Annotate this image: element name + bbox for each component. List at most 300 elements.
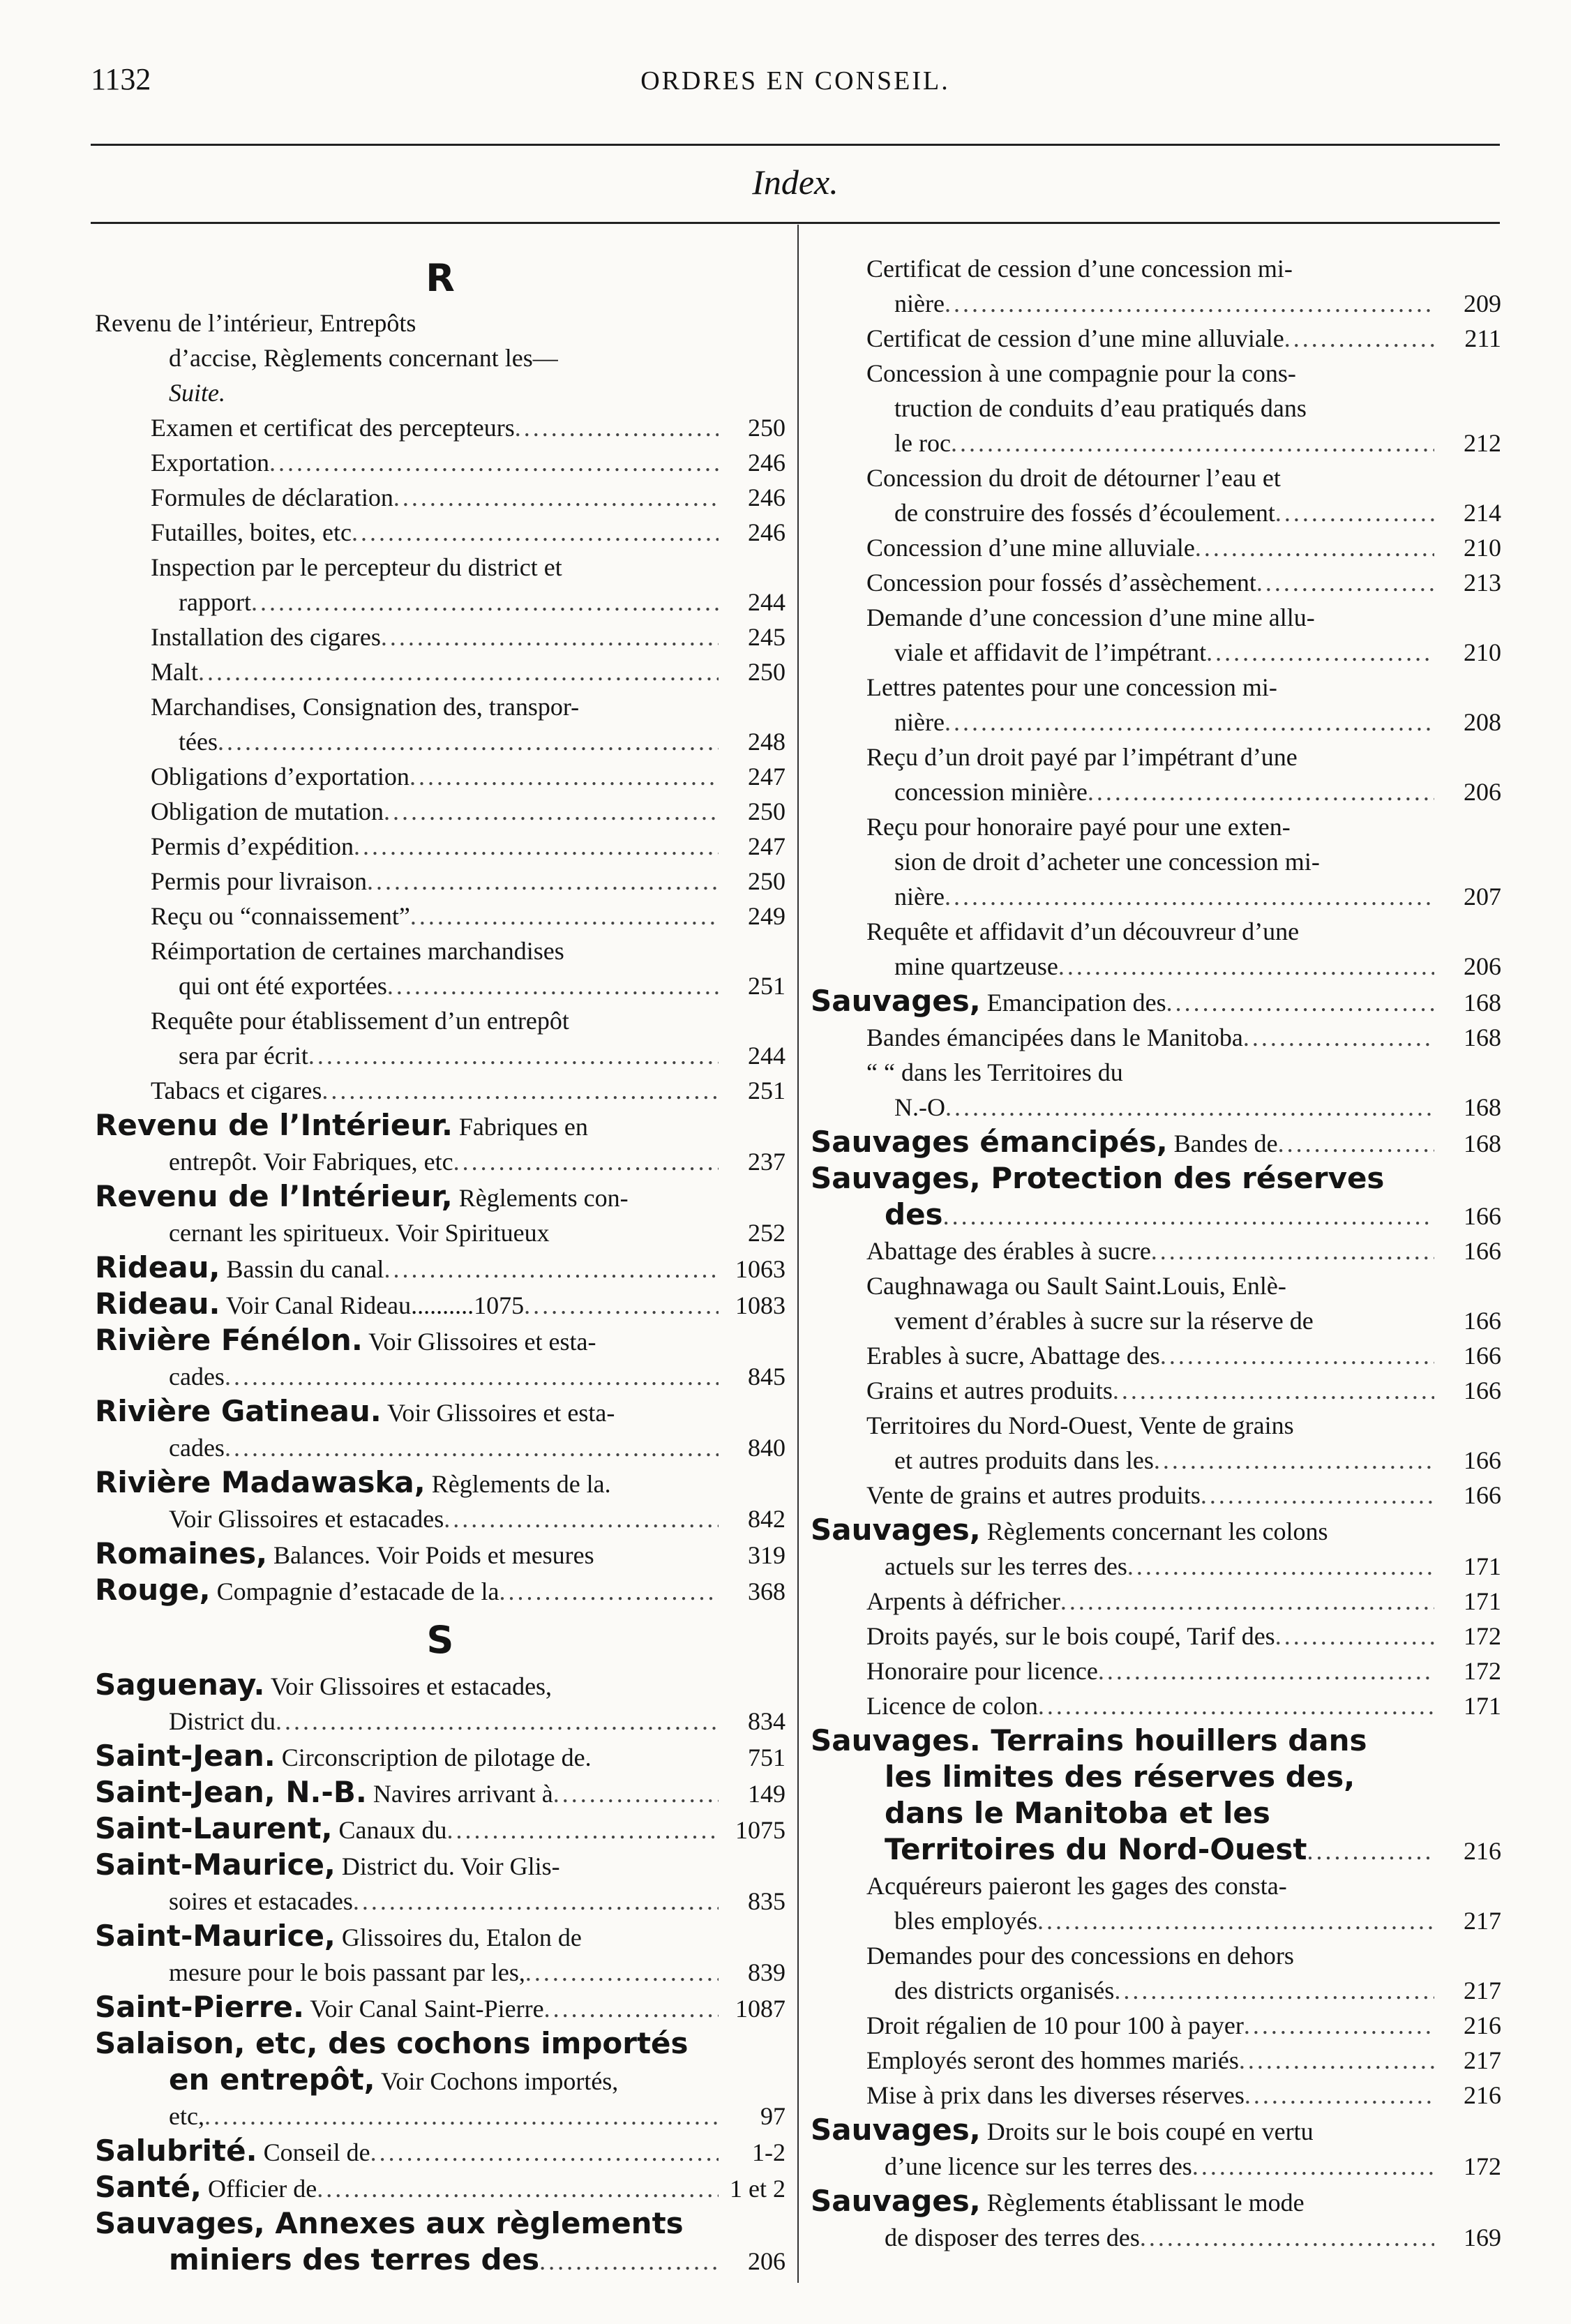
page-reference: 207 bbox=[1464, 883, 1501, 910]
subentry-line bbox=[811, 2078, 1501, 2113]
page-reference: 247 bbox=[748, 832, 786, 860]
entry-description: truction de conduits d’eau pratiqués dans bbox=[894, 394, 1307, 422]
page-reference: 840 bbox=[748, 1434, 786, 1462]
entry-text bbox=[95, 1990, 544, 2026]
entry-text bbox=[95, 1465, 611, 1499]
dot-leader bbox=[225, 1359, 719, 1394]
page-reference: 250 bbox=[748, 797, 786, 825]
entry-text bbox=[894, 426, 951, 460]
entry-description: Droit régalien de 10 pour 100 à payer bbox=[866, 2011, 1244, 2039]
entry-text bbox=[866, 2078, 1245, 2113]
entry-description: cades bbox=[169, 1363, 225, 1390]
entry-line bbox=[95, 2134, 786, 2170]
entry-description: Règlements établissant le mode bbox=[980, 2189, 1305, 2217]
page-reference: 1063 bbox=[735, 1255, 786, 1283]
subentry-line bbox=[95, 550, 786, 585]
index-entry bbox=[811, 251, 1501, 984]
entry-description: actuels sur les terres des bbox=[885, 1552, 1127, 1580]
subentry bbox=[95, 480, 786, 515]
entry-description: Territoires du Nord-Ouest, Vente de grains bbox=[866, 1411, 1294, 1439]
entry-text bbox=[169, 1955, 525, 1990]
subentry-line bbox=[811, 1903, 1501, 1938]
page-reference: 1-2 bbox=[752, 2138, 786, 2166]
entry-text bbox=[95, 1179, 629, 1213]
subentry-line bbox=[95, 934, 786, 968]
entry-text bbox=[866, 359, 1296, 387]
entry-description: Abattage des érables à sucre bbox=[866, 1237, 1151, 1265]
entry-description: Acquéreurs paieront les gages des consta- bbox=[866, 1872, 1287, 1900]
dot-leader bbox=[1114, 1973, 1434, 2008]
subentry-list bbox=[811, 251, 1501, 984]
dot-leader bbox=[384, 794, 719, 829]
entry-description: rapport bbox=[179, 588, 251, 616]
subentry-line bbox=[811, 1020, 1501, 1055]
entry-heading: Sauvages, bbox=[811, 2184, 981, 2218]
subentry-line bbox=[95, 689, 786, 724]
entry-line bbox=[811, 1197, 1501, 1234]
subentry bbox=[811, 356, 1501, 460]
subentry-line bbox=[95, 515, 786, 550]
entry-description: Exportation bbox=[151, 449, 269, 477]
entry-description: Marchandises, Consignation des, transpor- bbox=[151, 693, 580, 721]
entry-text bbox=[169, 1884, 353, 1919]
entry-description: nière bbox=[894, 708, 945, 736]
subentry-list bbox=[811, 1584, 1501, 1723]
subentry-line bbox=[95, 968, 786, 1003]
entry-description: Règlements de la. bbox=[425, 1470, 611, 1498]
entry-line bbox=[95, 1884, 786, 1919]
entry-line bbox=[95, 1179, 786, 1215]
entry-text bbox=[866, 604, 1315, 631]
subentry-line bbox=[811, 530, 1501, 565]
entry-line bbox=[95, 1919, 786, 1955]
entry-text bbox=[179, 1038, 308, 1073]
entry-text bbox=[885, 1832, 1307, 1868]
page-reference: 751 bbox=[748, 1744, 786, 1771]
entry-description: Permis d’expédition bbox=[151, 832, 354, 860]
subentry-line bbox=[811, 1478, 1501, 1513]
entry-description: Règlements con- bbox=[452, 1184, 629, 1212]
page-reference: 1 et 2 bbox=[730, 2175, 786, 2203]
subentry-line bbox=[811, 1938, 1501, 1973]
subentry-line bbox=[811, 426, 1501, 460]
entry-text bbox=[169, 1215, 550, 1250]
subentry-line bbox=[811, 356, 1501, 391]
subentry bbox=[811, 2043, 1501, 2078]
entry-text bbox=[866, 1872, 1287, 1900]
entry-description: mesure pour le bois passant par les, bbox=[169, 1958, 525, 1986]
entry-line bbox=[811, 1796, 1501, 1832]
entry-line bbox=[95, 340, 786, 375]
page-header bbox=[91, 61, 1500, 103]
entry-text bbox=[151, 759, 409, 794]
entry-description: le roc bbox=[894, 429, 951, 457]
entry-line bbox=[811, 1723, 1501, 1760]
subentry-line bbox=[811, 1443, 1501, 1478]
entry-description: Voir Canal Saint-Pierre bbox=[303, 1995, 544, 2023]
entry-line bbox=[811, 1125, 1501, 1161]
entry-description: Obligations d’exportation bbox=[151, 763, 409, 790]
page-reference: 1087 bbox=[735, 1995, 786, 2023]
entry-text bbox=[151, 829, 354, 864]
index-entry bbox=[95, 1465, 786, 1536]
entry-text bbox=[894, 949, 1058, 984]
index-column-left bbox=[95, 251, 786, 2279]
entry-text bbox=[894, 495, 1275, 530]
entry-description: Balances. Voir Poids et mesures bbox=[267, 1541, 594, 1569]
page-reference: 368 bbox=[748, 1577, 786, 1605]
page-reference: 168 bbox=[1464, 1130, 1501, 1157]
page-reference: 172 bbox=[1464, 1657, 1501, 1685]
entry-line bbox=[95, 2206, 786, 2242]
entry-description: Circonscription de pilotage de. bbox=[275, 1744, 592, 1771]
page-reference: 171 bbox=[1464, 1692, 1501, 1720]
page-reference: 210 bbox=[1464, 638, 1501, 666]
entry-description: Règlements concernant les colons bbox=[980, 1517, 1328, 1545]
page-reference: 845 bbox=[748, 1363, 786, 1390]
dot-leader bbox=[943, 1199, 1434, 1234]
entry-description: Erables à sucre, Abattage des bbox=[866, 1342, 1160, 1370]
subentry-line bbox=[811, 1868, 1501, 1903]
entry-line bbox=[95, 375, 786, 410]
dot-leader bbox=[1195, 530, 1434, 565]
dot-leader bbox=[218, 724, 719, 759]
dot-leader bbox=[204, 2099, 719, 2134]
dot-leader bbox=[539, 2244, 719, 2279]
entry-description: Concession d’une mine alluviale bbox=[866, 534, 1195, 562]
subentry-line bbox=[811, 879, 1501, 914]
subentry bbox=[811, 1688, 1501, 1723]
entry-text bbox=[179, 585, 251, 620]
entry-description: Voir Glissoires et esta- bbox=[362, 1328, 596, 1356]
entry-text bbox=[151, 620, 381, 654]
dot-leader bbox=[410, 899, 719, 934]
dot-leader bbox=[453, 1144, 719, 1179]
index-entry bbox=[95, 1739, 786, 1775]
entry-line bbox=[95, 1990, 786, 2026]
page-reference: 252 bbox=[748, 1219, 786, 1247]
subentry-line bbox=[95, 1003, 786, 1038]
subentry bbox=[811, 1619, 1501, 1654]
page-reference: 1083 bbox=[735, 1291, 786, 1319]
page-reference: 250 bbox=[748, 414, 786, 442]
entry-description: Honoraire pour licence bbox=[866, 1657, 1098, 1685]
entry-heading: en entrepôt, bbox=[169, 2062, 375, 2097]
dot-leader bbox=[553, 1776, 719, 1811]
page-reference: 172 bbox=[1464, 2152, 1501, 2180]
entry-description: tées bbox=[179, 728, 218, 756]
index-entry bbox=[95, 2206, 786, 2279]
dot-leader bbox=[354, 829, 719, 864]
dot-leader bbox=[393, 480, 719, 515]
entry-text bbox=[151, 480, 393, 515]
entry-text bbox=[169, 2062, 619, 2097]
entry-heading: Saint-Pierre. bbox=[95, 1990, 304, 2024]
entry-text bbox=[894, 286, 945, 321]
index-entry bbox=[95, 1667, 786, 1739]
subentry-line bbox=[811, 1973, 1501, 2008]
subentry-line bbox=[811, 1584, 1501, 1619]
dot-leader bbox=[951, 426, 1434, 460]
page-reference: 237 bbox=[748, 1148, 786, 1176]
dot-leader bbox=[317, 2171, 719, 2206]
subentry bbox=[811, 1055, 1501, 1125]
index-entry bbox=[95, 1323, 786, 1394]
entry-text bbox=[894, 705, 945, 740]
entry-description: entrepôt. Voir Fabriques, etc bbox=[169, 1148, 453, 1176]
entry-text bbox=[885, 1197, 943, 1234]
entry-description: Bassin du canal bbox=[220, 1255, 384, 1283]
entry-description: vement d’érables à sucre sur la réserve de bbox=[894, 1307, 1314, 1335]
dot-leader bbox=[1284, 321, 1434, 356]
page-reference: 217 bbox=[1464, 1907, 1501, 1935]
entry-text bbox=[866, 673, 1277, 701]
entry-line bbox=[811, 1161, 1501, 1197]
entry-description: Concession du droit de détourner l’eau et bbox=[866, 464, 1281, 492]
page-reference: 246 bbox=[748, 483, 786, 511]
subentry bbox=[811, 740, 1501, 809]
entry-description: viale et affidavit de l’impétrant bbox=[894, 638, 1207, 666]
entry-text bbox=[151, 899, 410, 934]
entry-text bbox=[169, 2242, 539, 2279]
entry-text bbox=[169, 1704, 276, 1739]
page-reference: 1075 bbox=[735, 1816, 786, 1844]
subentry-line bbox=[811, 1303, 1501, 1338]
entry-text bbox=[866, 813, 1291, 841]
dot-leader bbox=[1201, 1478, 1434, 1513]
dot-leader bbox=[1307, 1834, 1435, 1868]
entry-heading: Rideau, bbox=[95, 1250, 220, 1284]
entry-heading: Sauvages, bbox=[811, 2113, 981, 2147]
subentry bbox=[95, 515, 786, 550]
subentry-line bbox=[95, 585, 786, 620]
entry-description: Navires arrivant à bbox=[366, 1780, 553, 1808]
entry-text bbox=[894, 1903, 1037, 1938]
page-reference: 172 bbox=[1464, 1622, 1501, 1650]
entry-text bbox=[95, 1536, 594, 1573]
page-reference: 216 bbox=[1464, 2081, 1501, 2109]
entry-line bbox=[95, 1287, 786, 1323]
index-entry bbox=[95, 1811, 786, 1847]
entry-description: Droits sur le bois coupé en vertu bbox=[980, 2117, 1314, 2145]
entry-heading: Rouge, bbox=[95, 1573, 211, 1607]
subentry-line bbox=[811, 495, 1501, 530]
subentry-line bbox=[95, 445, 786, 480]
subentry bbox=[95, 689, 786, 759]
entry-description: Arpents à défricher bbox=[866, 1587, 1060, 1615]
entry-text bbox=[866, 1584, 1060, 1619]
entry-line bbox=[95, 1430, 786, 1465]
page-reference: 208 bbox=[1464, 708, 1501, 736]
entry-description: Concession à une compagnie pour la cons- bbox=[866, 359, 1296, 387]
page-reference: 166 bbox=[1464, 1446, 1501, 1474]
index-entry bbox=[811, 984, 1501, 1125]
index-entry bbox=[811, 2113, 1501, 2184]
entry-text bbox=[894, 879, 945, 914]
dot-leader bbox=[544, 1991, 719, 2026]
dot-leader bbox=[1206, 635, 1434, 670]
entry-description: Revenu de l’intérieur, Entrepôts bbox=[95, 309, 416, 337]
entry-line bbox=[95, 1394, 786, 1430]
index-entry bbox=[811, 1125, 1501, 1161]
entry-heading: Sauvages émancipés, bbox=[811, 1125, 1168, 1159]
entry-description: Lettres patentes pour une concession mi- bbox=[866, 673, 1277, 701]
entry-description: nière bbox=[894, 883, 945, 910]
subentry-line bbox=[95, 1073, 786, 1108]
page-reference: 97 bbox=[760, 2102, 786, 2130]
page-reference: 212 bbox=[1464, 429, 1501, 457]
entry-text bbox=[866, 1272, 1286, 1300]
entry-text bbox=[95, 309, 416, 337]
dot-leader bbox=[945, 705, 1434, 740]
page-reference: 211 bbox=[1464, 324, 1501, 352]
entry-description: N.-O bbox=[894, 1093, 945, 1121]
entry-heading: Santé, bbox=[95, 2170, 202, 2204]
page-reference: 169 bbox=[1464, 2224, 1501, 2251]
index-entry bbox=[95, 1108, 786, 1179]
subentry-line bbox=[811, 914, 1501, 949]
subentry bbox=[811, 1020, 1501, 1055]
entry-description: Voir Canal Rideau..........1075 bbox=[220, 1291, 525, 1319]
entry-text bbox=[894, 774, 1088, 809]
entry-description: Concession pour fossés d’assèchement bbox=[866, 569, 1256, 597]
entry-heading: Saguenay. bbox=[95, 1667, 265, 1702]
entry-heading: Salaison, etc, des cochons importés bbox=[95, 2026, 689, 2060]
dot-leader bbox=[1243, 1020, 1434, 1055]
subentry-line bbox=[811, 705, 1501, 740]
subentry bbox=[811, 1373, 1501, 1408]
subentry bbox=[811, 1234, 1501, 1268]
entry-text bbox=[866, 1619, 1275, 1654]
entry-description: Demandes pour des concessions en dehors bbox=[866, 1942, 1294, 1970]
dot-leader bbox=[1098, 1654, 1434, 1688]
entry-description: Bandes de bbox=[1167, 1130, 1278, 1157]
entry-line bbox=[811, 2149, 1501, 2184]
entry-text bbox=[151, 937, 564, 965]
entry-description: d’une licence sur les terres des bbox=[885, 2152, 1192, 2180]
index-entry bbox=[95, 1990, 786, 2026]
entry-description: Reçu pour honoraire payé pour une exten- bbox=[866, 813, 1291, 841]
dot-leader bbox=[1160, 1338, 1434, 1373]
entry-description: Réimportation de certaines marchandises bbox=[151, 937, 564, 965]
page-reference: 244 bbox=[748, 1042, 786, 1070]
entry-description: Certificat de cession d’une concession mi- bbox=[866, 255, 1293, 283]
entry-heading: Sauvages, Annexes aux règlements bbox=[95, 2206, 684, 2240]
entry-description: Requête et affidavit d’un découvreur d’une bbox=[866, 917, 1300, 945]
entry-description: nière bbox=[894, 290, 945, 317]
page-reference: 206 bbox=[1464, 778, 1501, 806]
subentry-line bbox=[95, 899, 786, 934]
page-reference: 839 bbox=[748, 1958, 786, 1986]
entry-heading: Revenu de l’Intérieur. bbox=[95, 1108, 453, 1142]
entry-description: Tabacs et cigares bbox=[151, 1077, 322, 1104]
dot-leader bbox=[381, 620, 719, 654]
dot-leader bbox=[384, 1252, 719, 1287]
entry-description: Droits payés, sur le bois coupé, Tarif des bbox=[866, 1622, 1275, 1650]
entry-description: Fabriques en bbox=[452, 1113, 588, 1141]
entry-description: soires et estacades bbox=[169, 1887, 353, 1915]
subentry-line bbox=[811, 774, 1501, 809]
page-reference: 168 bbox=[1464, 989, 1501, 1017]
entry-text bbox=[866, 743, 1298, 771]
dot-leader bbox=[1127, 1549, 1434, 1584]
entry-line bbox=[811, 2113, 1501, 2149]
index-entry bbox=[811, 2184, 1501, 2255]
entry-description: etc, bbox=[169, 2102, 204, 2130]
entry-text bbox=[95, 1811, 447, 1847]
entry-line bbox=[95, 2242, 786, 2279]
dot-leader bbox=[1154, 1443, 1434, 1478]
subentry-line bbox=[811, 1654, 1501, 1688]
entry-description: qui ont été exportées bbox=[179, 972, 387, 1000]
subentry-line bbox=[811, 1408, 1501, 1443]
subentry-line bbox=[95, 829, 786, 864]
subentry-line bbox=[811, 670, 1501, 705]
subentry-line bbox=[811, 635, 1501, 670]
entry-line bbox=[811, 1832, 1501, 1868]
entry-description: de disposer des terres des bbox=[885, 2224, 1140, 2251]
entry-description: Vente de grains et autres produits bbox=[866, 1481, 1201, 1509]
subentry-line bbox=[811, 2008, 1501, 2043]
entry-text bbox=[811, 1513, 1328, 1547]
entry-text bbox=[811, 2184, 1305, 2218]
subentry bbox=[811, 530, 1501, 565]
subentry bbox=[95, 445, 786, 480]
entry-description: cades bbox=[169, 1434, 225, 1462]
entry-text bbox=[866, 1411, 1294, 1439]
subentry bbox=[811, 914, 1501, 984]
entry-heading: Rivière Gatineau. bbox=[95, 1394, 382, 1428]
dot-leader bbox=[1058, 949, 1434, 984]
entry-text bbox=[894, 394, 1307, 422]
entry-text bbox=[866, 255, 1293, 283]
entry-heading: Rivière Fénélon. bbox=[95, 1323, 363, 1357]
entry-heading: Saint-Jean, N.-B. bbox=[95, 1775, 367, 1809]
entry-text bbox=[169, 379, 225, 407]
entry-text bbox=[866, 530, 1195, 565]
entry-text bbox=[169, 344, 558, 372]
entry-description: “ “ dans les Territoires du bbox=[866, 1058, 1123, 1086]
entry-description: Futailles, boites, etc bbox=[151, 518, 352, 546]
subentry bbox=[95, 899, 786, 934]
subentry-list bbox=[811, 1020, 1501, 1125]
subentry bbox=[811, 1584, 1501, 1619]
entry-text bbox=[866, 1654, 1098, 1688]
subentry-line bbox=[95, 724, 786, 759]
entry-description: bles employés bbox=[894, 1907, 1037, 1935]
dot-leader bbox=[447, 1813, 719, 1847]
subentry-list bbox=[811, 1868, 1501, 2113]
entry-text bbox=[811, 2113, 1314, 2147]
dot-leader bbox=[499, 1574, 719, 1609]
index-entry bbox=[95, 1179, 786, 1250]
entry-description: Voir Glissoires et esta- bbox=[381, 1399, 615, 1427]
page-reference: 213 bbox=[1464, 569, 1501, 597]
entry-text bbox=[95, 1573, 499, 1609]
entry-description: Voir Glissoires et estacades bbox=[169, 1505, 444, 1533]
entry-text bbox=[179, 968, 387, 1003]
index-entry bbox=[95, 1847, 786, 1919]
subentry bbox=[811, 1478, 1501, 1513]
entry-text bbox=[151, 864, 367, 899]
entry-heading: Territoires du Nord-Ouest bbox=[885, 1832, 1307, 1866]
entry-text bbox=[894, 1443, 1154, 1478]
running-title: ORDRES EN CONSEIL. bbox=[640, 66, 950, 96]
subentry-line bbox=[811, 1055, 1501, 1090]
entry-description: des districts organisés bbox=[894, 1977, 1115, 2004]
entry-text bbox=[95, 2206, 684, 2240]
subentry bbox=[811, 1408, 1501, 1478]
